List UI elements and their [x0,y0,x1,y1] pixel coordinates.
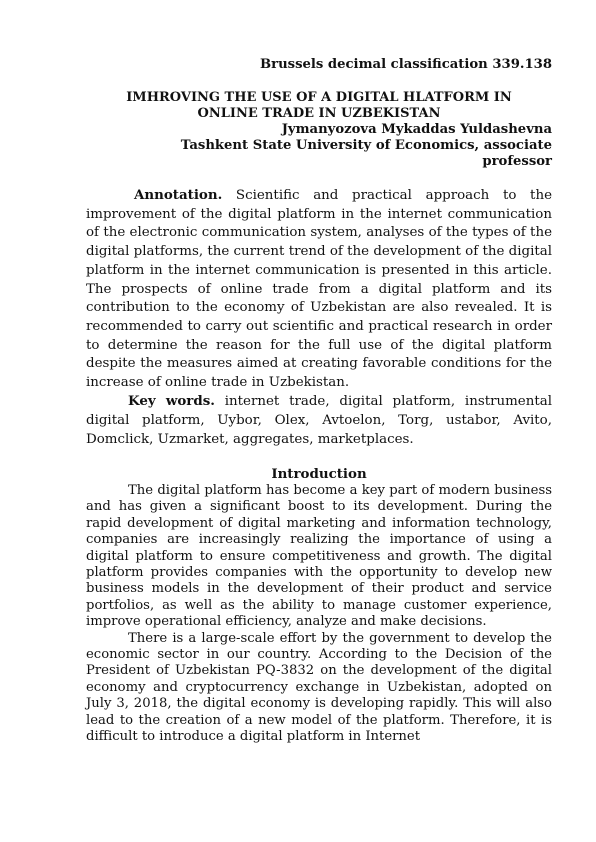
author-name: Jymanyozova Mykaddas Yuldashevna [281,122,552,137]
udc-classification: Brussels decimal classification 339.138 [259,57,552,72]
annotation-label: Annotation. [134,187,223,203]
keywords-paragraph [86,392,552,449]
introduction-heading: Introduction [271,466,367,482]
paper-title [86,90,552,122]
annotation-paragraph [86,186,552,393]
annotation-text: Scientific and practical approach to the improvement of the digital platform in the internet communication of the electronic communication system, analyses of the types of the digital platforms, the current trend of the development of the digital platform in the internet communication is presented in this article. The prospects of online trade from a digital platform and its contribution to the economy of Uzbekistan are also revealed. It is recommended to carry out scientific and practical research in order to determine the reason for the full use of the digital platform despite the measures aimed at creating favorable conditions for the increase of online trade in Uzbekistan. [86,188,552,391]
keywords-text: internet trade, digital platform, instrumental digital platform, Uybor, Olex, Avtoelon, Torg, ustabor, Avito, Domclick, Uzmarket, aggregates, marketplaces. [86,394,553,447]
title-line-1: IMHROVING THE USE OF A DIGITAL HLATFORM IN [126,90,512,105]
introduction-paragraph-2: There is a large-scale effort by the government to develop the economic sector in our country. According to the Decision of the President of Uzbekistan PQ-3832 on the development of the digital economy and cryptocurrency exchange in Uzbekistan, adopted on July 3, 2018, the digital economy is developing rapidly. This will also lead to the creation of a new model of the platform. Therefore, it is difficult to introduce a digital platform in Internet [86,630,552,745]
keywords-label: Key words. [128,393,215,409]
introduction-section [86,466,552,746]
author-affiliation-line-2: professor [482,154,552,169]
author-affiliation-line-1: Tashkent State University of Economics, associate [180,138,552,153]
author-block [86,122,552,170]
introduction-paragraph-1: The digital platform has become a key part of modern business and has given a significant boost to its development. During the rapid development of digital marketing and information technology, companies are increasingly realizing the importance of using a digital platform to ensure competitiveness and growth. The digital platform provides companies with the opportunity to develop new business models in the development of their product and service portfolios, as well as the ability to manage customer experience, improve operational efficiency, analyze and make decisions. [86,483,552,630]
title-line-2: ONLINE TRADE IN UZBEKISTAN [197,106,441,121]
